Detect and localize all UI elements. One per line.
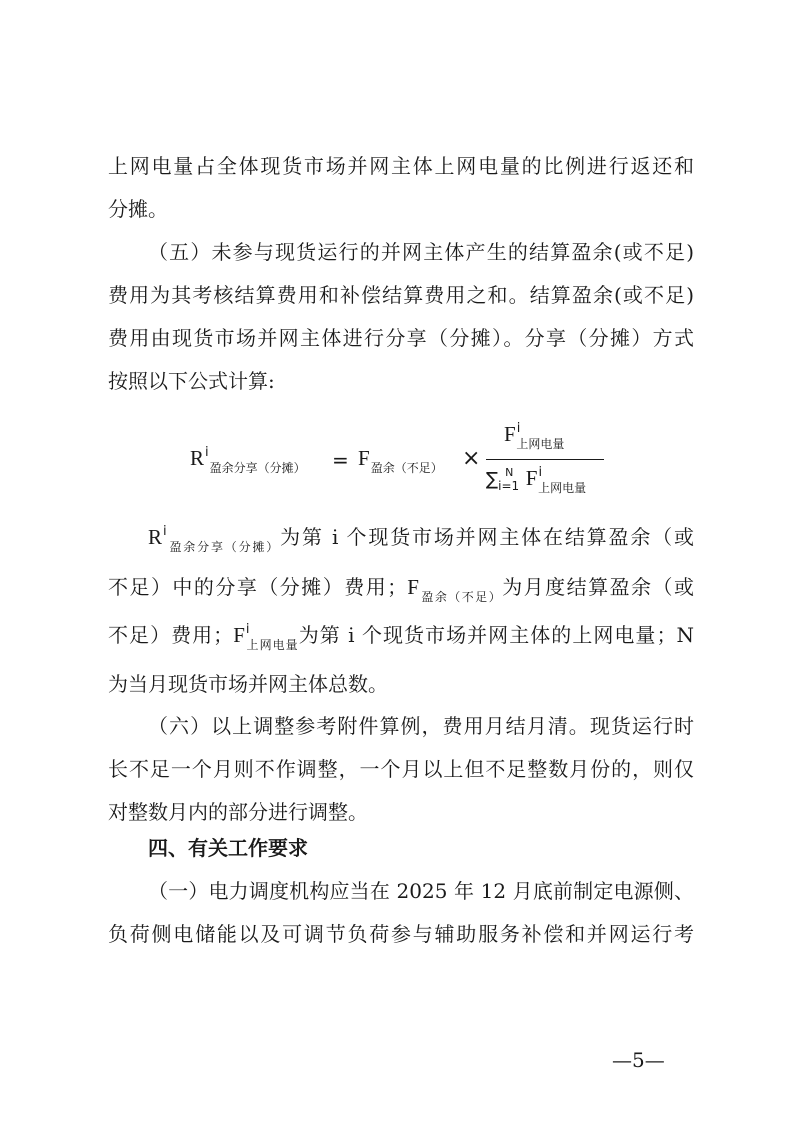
body-line: 分摊。 — [108, 197, 168, 221]
body-line: 费用为其考核结算费用和补偿结算费用之和。结算盈余(或不足) — [108, 283, 694, 307]
sigma-sup: N — [505, 466, 514, 479]
body-line: （一）电力调度机构应当在 2025 年 12 月底前制定电源侧、 — [148, 879, 694, 903]
body-line: 对整数月内的部分进行调整。 — [108, 800, 368, 824]
formula-num-symbol: F — [504, 422, 516, 446]
body-line: 长不足一个月则不作调整，一个月以上但不足整数月份的，则仅 — [108, 757, 694, 781]
formula-num-sup: i — [516, 421, 521, 436]
page-number: —5— — [612, 1048, 665, 1072]
body-line: 按照以下公式计算: — [108, 369, 275, 393]
formula-fraction — [486, 422, 606, 502]
expl-text: 不足）中的分享（分摊）费用； — [108, 575, 408, 599]
formula-den-symbol: F — [525, 466, 538, 490]
expl-r-sub: 盈余分享（分摊） — [167, 540, 281, 554]
expl-f-symbol: F — [233, 623, 245, 647]
expl-f-sup: i — [245, 622, 250, 637]
formula-denominator — [486, 465, 587, 495]
formula-times: × — [462, 446, 481, 471]
formula-numerator — [504, 421, 565, 451]
fraction-bar — [486, 459, 604, 460]
formula-den-sub: 上网电量 — [538, 481, 587, 495]
formula-f-symbol: F — [358, 446, 370, 470]
expl-f-symbol: F — [407, 575, 419, 599]
formula-den-sup: i — [538, 465, 543, 480]
body-line: 负荷侧电储能以及可调节负荷参与辅助服务补偿和并网运行考 — [108, 922, 694, 946]
sigma-symbol: ∑ — [486, 469, 499, 490]
formula-lhs — [190, 445, 306, 475]
expl-text: 为第 i 个现货市场并网主体在结算盈余（或 — [280, 525, 694, 549]
expl-r-sup: i — [163, 524, 167, 539]
explanation-line — [108, 573, 694, 604]
expl-text: 为第 i 个现货市场并网主体的上网电量；N — [298, 623, 694, 647]
expl-text: 不足）费用； — [108, 623, 234, 647]
explanation-line — [108, 621, 694, 653]
formula-num-sub: 上网电量 — [516, 437, 565, 451]
formula-f-total — [358, 446, 443, 475]
formula-f-sub: 盈余（不足） — [370, 461, 443, 475]
expl-text: 为月度结算盈余（或 — [502, 575, 695, 599]
body-line: （五）未参与现货运行的并网主体产生的结算盈余(或不足) — [148, 240, 694, 264]
formula-equals: = — [332, 448, 349, 472]
section-heading: 四、有关工作要求 — [148, 836, 308, 860]
explanation-line — [148, 523, 694, 555]
expl-f-sub: 盈余（不足） — [419, 590, 503, 604]
body-line: 上网电量占全体现货市场并网主体上网电量的比例进行返还和 — [108, 154, 694, 178]
sigma-sub: i=1 — [498, 479, 520, 493]
explanation-line: 为当月现货市场并网主体总数。 — [108, 672, 388, 696]
body-line: 费用由现货市场并网主体进行分享（分摊）。分享（分摊）方式 — [108, 326, 694, 350]
allocation-formula — [190, 422, 620, 502]
formula-r-sub: 盈余分享（分摊） — [209, 461, 306, 475]
formula-r-sup: i — [205, 445, 209, 460]
body-line: （六）以上调整参考附件算例，费用月结月清。现货运行时 — [148, 714, 694, 738]
formula-r-symbol: R — [190, 446, 205, 470]
expl-r-symbol: R — [148, 525, 163, 549]
expl-f-sub: 上网电量 — [245, 638, 299, 652]
